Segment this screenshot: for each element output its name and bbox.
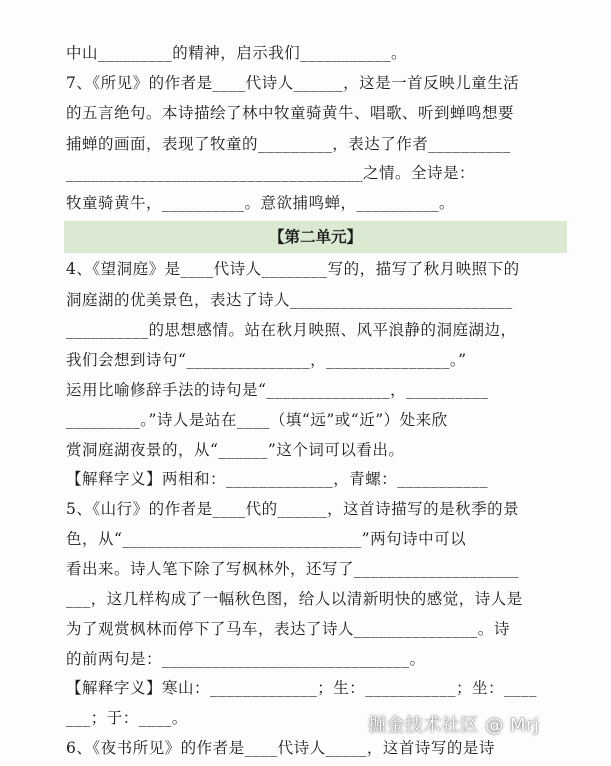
text-line: __________的思想感情。站在秋月映照、风平浪静的洞庭湖边， xyxy=(66,321,517,339)
text-line: ___；于：____。 xyxy=(66,709,188,727)
text-line: 洞庭湖的优美景色，表达了诗人___________________________ xyxy=(66,291,513,309)
text-line: 【解释字义】寒山：_____________；生：___________；坐：____ xyxy=(66,679,538,697)
text-line: 捕蝉的画面，表现了牧童的_________，表达了作者__________ xyxy=(66,135,511,153)
text-line: 赏洞庭湖夜景的，从“______”这个词可以看出。 xyxy=(66,441,405,459)
text-line: 为了观赏枫林而停下了马车，表达了诗人_______________。诗 xyxy=(66,620,510,638)
text-line: 看出来。诗人笔下除了写枫林外，还写了____________________ xyxy=(66,560,520,578)
text-line: _________。”诗人是站在____（填“远”或“近”）处来欣 xyxy=(66,411,448,429)
text-line: 4、《望洞庭》是____代诗人________写的，描写了秋月映照下的 xyxy=(66,260,520,278)
text-line: 【解释字义】两相和：_____________，青螺：___________ xyxy=(66,470,489,488)
text-line: 中山_________的精神，启示我们___________。 xyxy=(66,44,408,62)
text-line: 的五言绝句。本诗描绘了林中牧童骑黄牛、唱歌、听到蝉鸣想要 xyxy=(66,104,515,122)
text-line: 5、《山行》的作者是____代的______，这首诗描写的是秋季的景 xyxy=(66,500,520,518)
text-line: ____________________________________之情。全诗是： xyxy=(66,164,476,182)
section-banner xyxy=(64,221,567,253)
text-line: 的前两句是：______________________________。 xyxy=(66,650,426,668)
text-line: 色，从“_____________________________”两句诗中可以 xyxy=(66,530,467,548)
text-line: 运用比喻修辞手法的诗句是“_______________，__________ xyxy=(66,381,489,399)
watermark: 掘金技术社区 @ Mrj xyxy=(368,715,540,736)
section-title: 【第二单元】 xyxy=(268,228,362,246)
text-line: ___，这几样构成了一幅秋色图，给人以清新明快的感觉，诗人是 xyxy=(66,590,523,608)
text-line: 我们会想到诗句“_______________，_______________。” xyxy=(66,351,467,369)
text-line: 牧童骑黄牛，__________。意欲捕鸣蝉，__________。 xyxy=(66,194,456,212)
text-line: 7、《所见》的作者是____代诗人______，这是一首反映儿童生活 xyxy=(66,74,520,92)
text-line: 6、《夜书所见》的作者是____代诗人_____，这首诗写的是诗 xyxy=(66,739,495,757)
